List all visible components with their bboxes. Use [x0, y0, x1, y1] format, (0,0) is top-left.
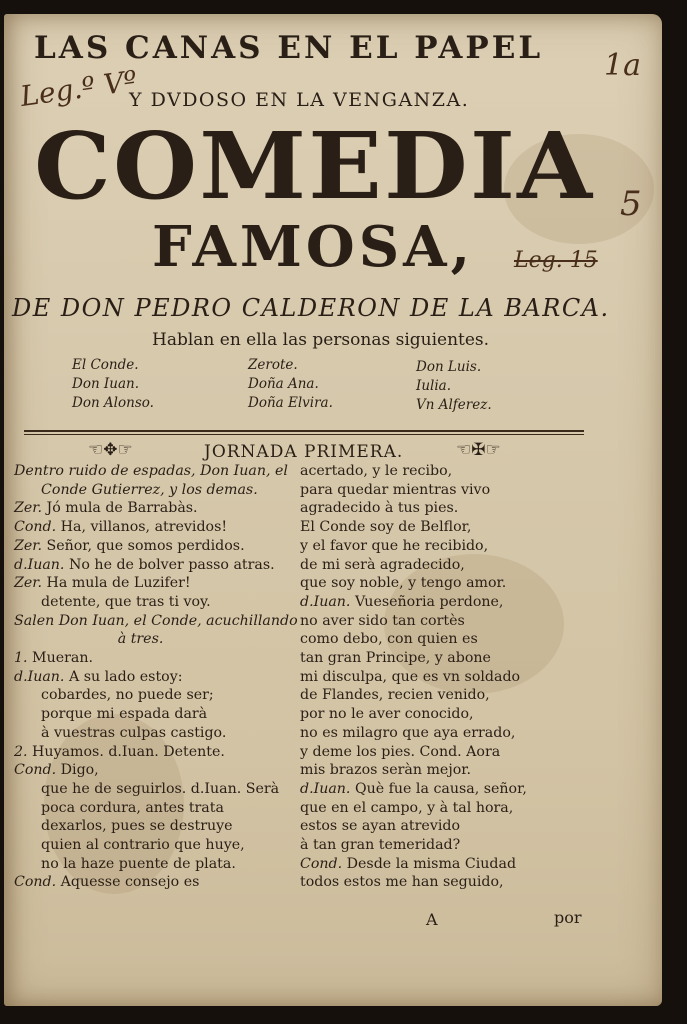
speaker-label: Cond.: [300, 855, 343, 872]
verse-text: agradecido à tus pies.: [300, 500, 459, 517]
verse-text: como debo, con quien es: [300, 631, 478, 648]
speaker-label: d.Iuan.: [300, 593, 351, 610]
verse-text: à tan gran temeridad?: [300, 837, 461, 854]
verse-line: [14, 686, 298, 705]
verse-text: Huyamos. d.Iuan. Detente.: [27, 743, 225, 760]
verse-text: Ha mula de Luzifer!: [42, 575, 191, 592]
verse-text: dexarlos, pues se destruye: [14, 818, 233, 835]
speaker-label: Cond.: [14, 874, 57, 891]
cast-entry: Don Iuan.: [72, 376, 139, 392]
verse-line: [300, 481, 527, 500]
verse-text: mis brazos seràn mejor.: [300, 762, 471, 779]
verse-text: mi disculpa, que es vn soldado: [300, 668, 521, 685]
divider-rule: [24, 434, 584, 435]
speaker-label: 2.: [14, 743, 28, 760]
verse-line: [14, 537, 298, 556]
verse-text: detente, que tras ti voy.: [14, 593, 211, 610]
verse-line: [14, 649, 298, 668]
verse-text: quien al contrario que huye,: [14, 837, 245, 854]
verse-line: [300, 780, 527, 799]
verse-text: A su lado estoy:: [64, 668, 183, 685]
verse-line: [14, 481, 298, 500]
verse-line: [14, 799, 298, 818]
verse-line: [14, 612, 298, 631]
cast-entry: Zerote.: [248, 357, 298, 373]
hablan-line: Hablan en ella las personas siguientes.: [152, 330, 490, 350]
title-famosa: FAMOSA,: [152, 214, 475, 280]
verse-text: porque mi espada darà: [14, 706, 208, 723]
verse-line: [300, 612, 527, 631]
verse-line: [300, 686, 527, 705]
verse-text: No he de bolver passo atras.: [64, 556, 275, 573]
verse-line: [300, 518, 527, 537]
verse-text: Señor, que somos perdidos.: [42, 537, 245, 554]
verse-line: [300, 668, 527, 687]
verse-line: [14, 518, 298, 537]
verse-line: [300, 836, 527, 855]
pointing-hand-ornament-icon: ☜✥☞: [88, 440, 133, 460]
verse-text: que en el campo, y à tal hora,: [300, 799, 514, 816]
speaker-label: d.Iuan.: [300, 780, 351, 797]
verse-line: [300, 499, 527, 518]
verse-text: Aquesse consejo es: [56, 874, 200, 891]
text-column-right: [300, 462, 527, 892]
cross-hand-ornament-icon: ☜✠☞: [456, 440, 501, 460]
verse-text: por no le aver conocido,: [300, 706, 474, 723]
handwritten-struck-note: Leg. 15: [514, 248, 598, 273]
cast-entry: El Conde.: [72, 357, 139, 373]
verse-line: [14, 855, 298, 874]
cast-column-3: [416, 358, 492, 415]
speaker-label: d.Iuan.: [14, 668, 65, 685]
verse-line: [300, 873, 527, 892]
verse-line: [14, 574, 298, 593]
cast-entry: Don Alonso.: [72, 395, 154, 411]
verse-line: [14, 593, 298, 612]
verse-text: no aver sido tan cortès: [300, 612, 465, 629]
verse-line: [300, 556, 527, 575]
handwritten-margin-mark: 5: [620, 184, 642, 224]
verse-text: no es milagro que aya errado,: [300, 724, 516, 741]
verse-text: Salen Don Iuan, el Conde, acuchillando: [14, 612, 298, 629]
verse-line: [14, 499, 298, 518]
verse-line: [14, 556, 298, 575]
act-heading: JORNADA PRIMERA.: [204, 442, 404, 462]
verse-line: [14, 836, 298, 855]
cast-entry: Vn Alferez.: [416, 397, 492, 413]
verse-text: tan gran Principe, y abone: [300, 650, 491, 667]
verse-text: no la haze puente de plata.: [14, 855, 236, 872]
verse-text: todos estos me han seguido,: [300, 874, 504, 891]
author-line: DE DON PEDRO CALDERON DE LA BARCA.: [12, 294, 610, 322]
verse-line: [300, 799, 527, 818]
verse-text: Jó mula de Barrabàs.: [42, 500, 198, 517]
verse-line: [300, 724, 527, 743]
verse-line: [14, 668, 298, 687]
verse-text: y el favor que he recibido,: [300, 537, 489, 554]
speaker-label: Zer.: [14, 575, 42, 592]
verse-text: Ha, villanos, atrevidos!: [56, 519, 228, 536]
verse-text: à tres.: [14, 631, 164, 648]
verse-line: [300, 761, 527, 780]
speaker-label: Cond.: [14, 762, 57, 779]
verse-text: El Conde soy de Belflor,: [300, 519, 472, 536]
catchword: por: [554, 908, 582, 927]
speaker-label: 1.: [14, 650, 28, 667]
verse-line: [14, 630, 298, 649]
verse-line: [14, 873, 298, 892]
verse-text: Conde Gutierrez, y los demas.: [14, 481, 258, 498]
handwritten-shelfmark: Leg.º Vº: [18, 63, 140, 114]
verse-line: [14, 462, 298, 481]
verse-text: à vuestras culpas castigo.: [14, 724, 227, 741]
verse-text: Mueran.: [27, 650, 94, 667]
verse-line: [14, 761, 298, 780]
verse-text: acertado, y le recibo,: [300, 463, 453, 479]
verse-text: que soy noble, y tengo amor.: [300, 575, 507, 592]
title-line-1: LAS CANAS EN EL PAPEL: [34, 30, 544, 66]
verse-text: Desde la misma Ciudad: [342, 855, 517, 872]
verse-line: [300, 593, 527, 612]
handwritten-number: 1a: [604, 48, 641, 83]
cast-entry: Iulia.: [416, 378, 452, 394]
verse-text: para quedar mientras vivo: [300, 481, 491, 498]
verse-text: Digo,: [56, 762, 99, 779]
verse-line: [300, 537, 527, 556]
speaker-label: Zer.: [14, 500, 42, 517]
verse-line: [14, 705, 298, 724]
verse-text: estos se ayan atrevido: [300, 818, 460, 835]
verse-text: Vueseñoria perdone,: [350, 593, 504, 610]
verse-text: de mi serà agradecido,: [300, 556, 465, 573]
verse-text: poca cordura, antes trata: [14, 799, 224, 816]
verse-line: [14, 817, 298, 836]
verse-line: [300, 630, 527, 649]
verse-line: [300, 855, 527, 874]
verse-text: Què fue la causa, señor,: [350, 780, 527, 797]
verse-text: cobardes, no puede ser;: [14, 687, 214, 704]
text-column-left: [14, 462, 298, 892]
speaker-label: Zer.: [14, 537, 42, 554]
verse-line: [300, 817, 527, 836]
verse-text: de Flandes, recien venido,: [300, 687, 490, 704]
verse-line: [14, 724, 298, 743]
cast-column-1: [72, 356, 154, 413]
verse-line: [300, 462, 527, 481]
verse-text: que he de seguirlos. d.Iuan. Serà: [14, 780, 280, 797]
divider-rule: [24, 430, 584, 432]
title-line-2: Y DVDOSO EN LA VENGANZA.: [129, 89, 470, 111]
speaker-label: Cond.: [14, 519, 57, 536]
verse-line: [300, 649, 527, 668]
cast-entry: Doña Elvira.: [248, 395, 333, 411]
cast-entry: Doña Ana.: [248, 376, 319, 392]
verse-text: Dentro ruido de espadas, Don Iuan, el: [14, 463, 288, 479]
title-comedia: COMEDIA: [34, 112, 595, 220]
cast-entry: Don Luis.: [416, 359, 482, 375]
speaker-label: d.Iuan.: [14, 556, 65, 573]
signature-mark: A: [426, 910, 438, 929]
verse-line: [300, 743, 527, 762]
document-page: [4, 14, 662, 1006]
verse-line: [300, 705, 527, 724]
verse-line: [14, 780, 298, 799]
verse-line: [14, 743, 298, 762]
cast-column-2: [248, 356, 333, 413]
verse-line: [300, 574, 527, 593]
verse-text: y deme los pies. Cond. Aora: [300, 743, 501, 760]
